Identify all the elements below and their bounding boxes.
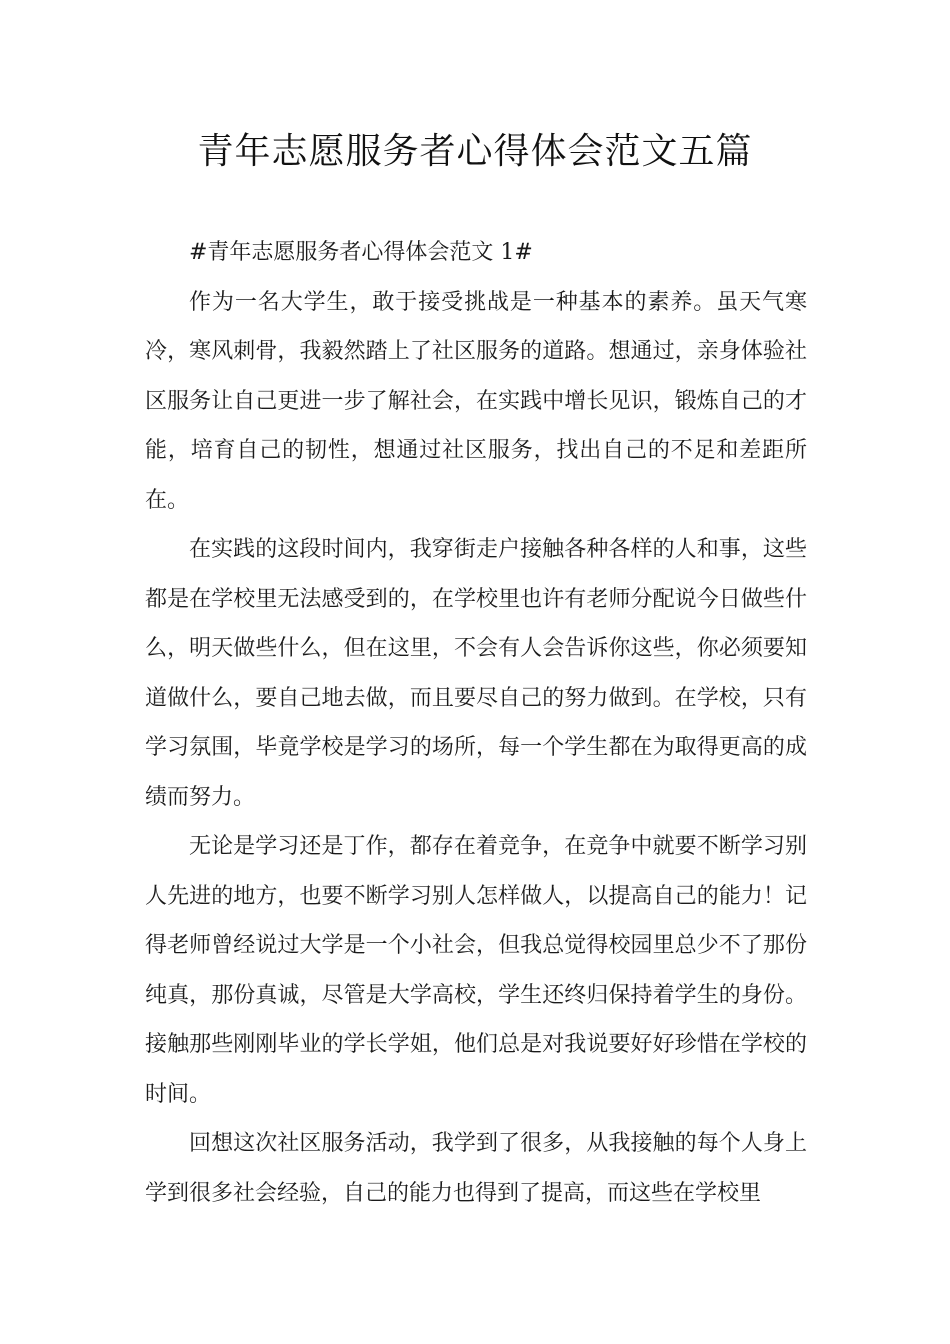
document-title: 青年志愿服务者心得体会范文五篇 bbox=[197, 131, 753, 172]
document-body bbox=[145, 228, 807, 1218]
section-heading: #青年志愿服务者心得体会范文 1# bbox=[189, 240, 533, 265]
paragraph: 作为一名大学生，敢于接受挑战是一种基本的素养。虽天气寒冷，寒风刺骨，我毅然踏上了社区服务的道路。想通过，亲身体验社区服务让自己更进一步了解社会，在实践中增长见识，锻炼自己的才能，培育自己的韧性，想通过社区服务，找出自己的不足和差距所在。 bbox=[145, 289, 807, 513]
paragraph: 无论是学习还是丁作，都存在着竞争，在竞争中就要不断学习别人先进的地方，也要不断学习别人怎样做人，以提高自己的能力！记得老师曾经说过大学是一个小社会，但我总觉得校园里总少不了那份纯真，那份真诚，尽管是大学高校，学生还终归保持着学生的身份。接触那些刚刚毕业的学长学姐，他们总是对我说要好好珍惜在学校的时间。 bbox=[145, 834, 807, 1107]
paragraph: 回想这次社区服务活动，我学到了很多，从我接触的每个人身上学到很多社会经验，自己的能力也得到了提高，而这些在学校里 bbox=[145, 1131, 807, 1206]
paragraph: 在实践的这段时间内，我穿街走户接触各种各样的人和事，这些都是在学校里无法感受到的，在学校里也许有老师分配说今日做些什么，明天做些什么，但在这里，不会有人会告诉你这些，你必须要知道做什么，要自己地去做，而且要尽自己的努力做到。在学校，只有学习氛围，毕竟学校是学习的场所，每一个学生都在为取得更高的成绩而努力。 bbox=[145, 537, 807, 810]
